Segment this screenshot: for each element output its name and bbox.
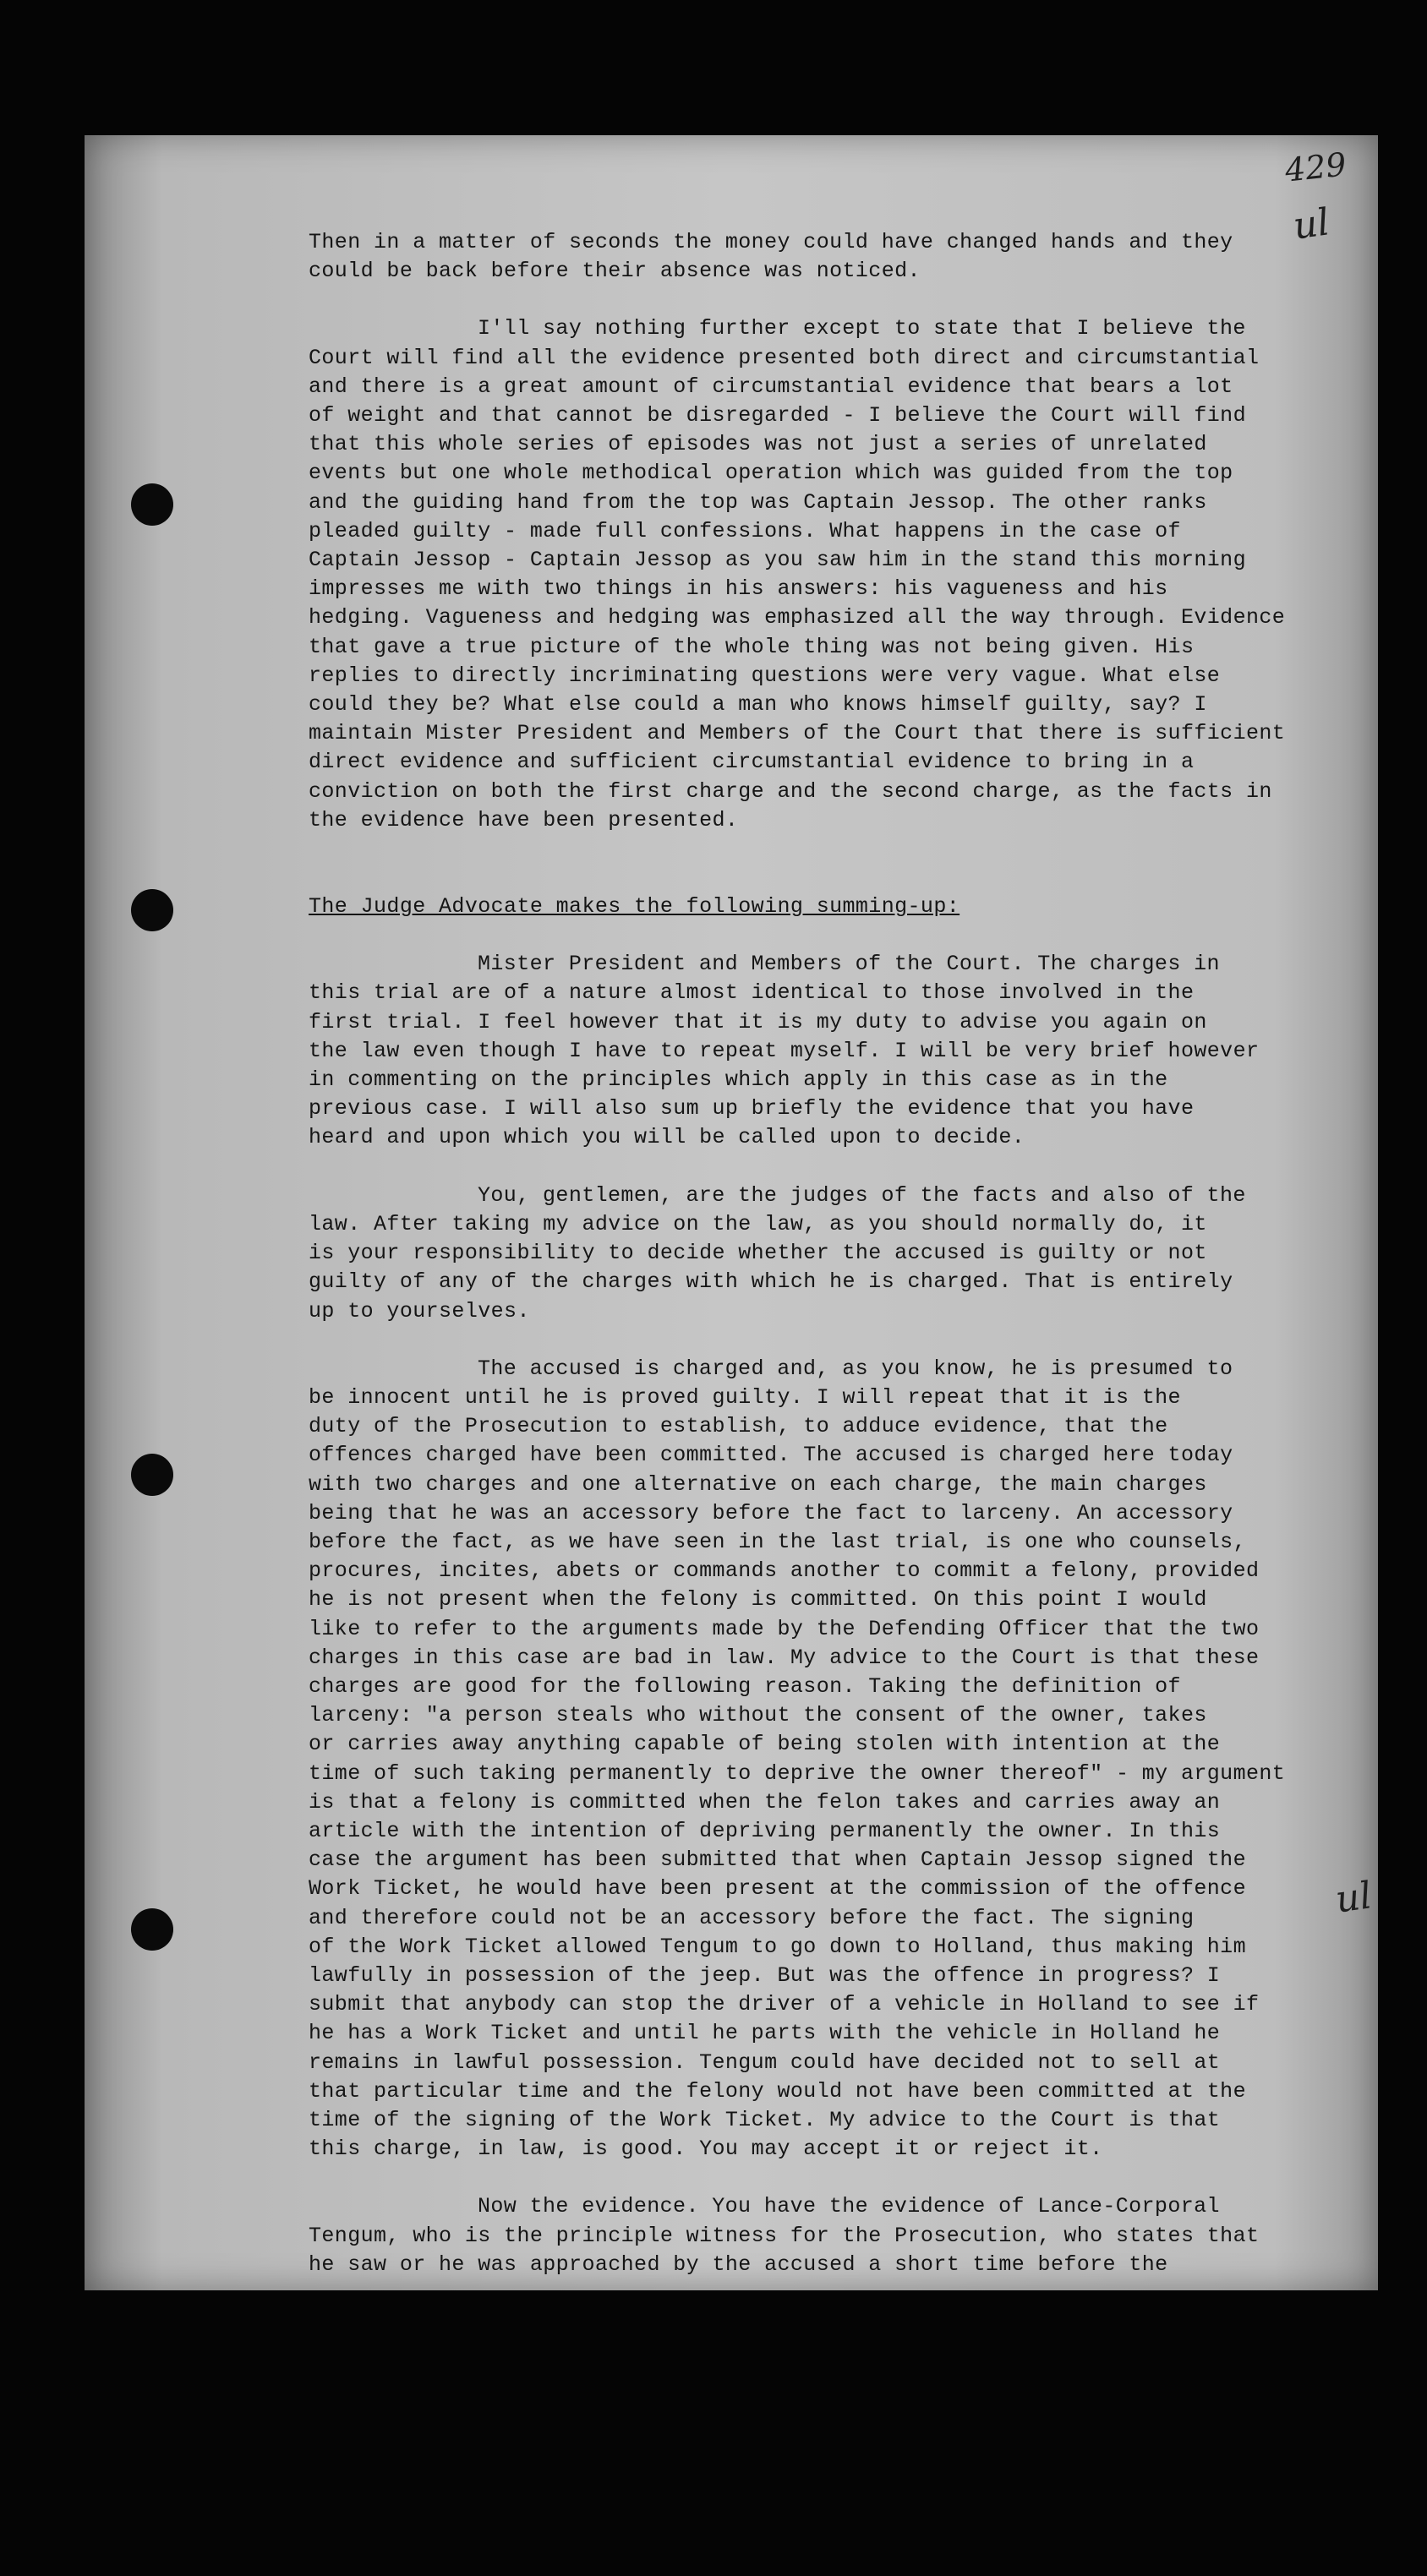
punch-hole <box>131 1908 173 1951</box>
margin-initials: ul <box>1332 1874 1375 1922</box>
typescript-body <box>309 228 1365 2279</box>
paragraph-accused-charged: The accused is charged and, as you know, he is presumed to be innocent until he is proved guilty. I will repeat that it is the duty of the Prosecution to establish, to adduce evidence, that the offences charged have been committed. The accused is charged here today with two charges and one alternative on each charge, the main charges being that he was an accessory before the fact to larceny. An accessory before the fact, as we have seen in the last trial, is one who counsels, procures, incites, abets or commands another to commit a felony, provided he is not present when the felony is committed. On this point I would like to refer to the arguments made by the Defending Officer that the two charges in this case are bad in law. My advice to the Court is that these charges are good for the following reason. Taking the definition of larceny: "a person steals who without the consent of the owner, takes or carries away anything capable of being stolen with intention at the time of such taking permanently to deprive the owner thereof" - my argument is that a felony is committed when the felon takes and carries away an article with the intention of depriving permanently the owner. In this case the argument has been submitted that when Captain Jessop signed the Work Ticket, he would have been present at the commission of the offence and therefore could not be an accessory before the fact. The signing of the Work Ticket allowed Tengum to go down to Holland, thus making him lawfully in possession of the jeep. But was the offence in progress? I submit that anybody can stop the driver of a vehicle in Holland to see if he has a Work Ticket and until he parts with the vehicle in Holland he remains in lawful possession. Tengum could have decided not to sell at that particular time and the felony would not have been committed at the time of the signing of the Work Ticket. My advice to the Court is that this charge, in law, is good. You may accept it or reject it. <box>309 1356 1286 2162</box>
handwritten-initials: ul <box>1290 200 1332 248</box>
folio-number: 429 <box>1282 145 1348 189</box>
punch-hole <box>131 889 173 931</box>
paragraph-opening: Then in a matter of seconds the money could have changed hands and they could be back before their absence was noticed. <box>309 230 1233 284</box>
paragraph-judges-of-facts: You, gentlemen, are the judges of the facts and also of the law. After taking my advice on the law, as you should normally do, it is your responsibility to decide whether the accused is guilty or not guilty of any of the charges with which he is charged. That is entirely up to yourselves. <box>309 1182 1246 1323</box>
paragraph-evidence: Now the evidence. You have the evidence of Lance-Corporal Tengum, who is the principle witness for the Prosecution, who states that he saw or he was approached by the accused a short time before the <box>309 2194 1260 2277</box>
paragraph-summing-intro: Mister President and Members of the Court. The charges in this trial are of a nature almost identical to those involved in the first trial. I feel however that it is my duty to advise you again on the law even though I have to repeat myself. I will be very brief however in commenting on the principles which apply in this case as in the previous case. I will also sum up briefly the evidence that you have heard and upon which you will be called upon to decide. <box>309 952 1260 1150</box>
punch-hole <box>131 1454 173 1496</box>
section-heading: The Judge Advocate makes the following summing-up: <box>309 894 960 920</box>
paragraph-prosecution-close: I'll say nothing further except to state that I believe the Court will find all the evidence presented both direct and circumstantial and there is a great amount of circumstantial evidence that bears a lot of weight and that cannot be disregarded - I believe the Court will find that this whole series of episodes was not just a series of unrelated events but one whole methodical operation which was guided from the top and the guiding hand from the top was Captain Jessop. The other ranks pleaded guilty - made full confessions. What happens in the case of Captain Jessop - Captain Jessop as you saw him in the stand this morning impresses me with two things in his answers: his vagueness and his hedging. Vagueness and hedging was emphasized all the way through. Evidence that gave a true picture of the whole thing was not being given. His replies to directly incriminating questions were very vague. What else could they be? What else could a man who knows himself guilty, say? I maintain Mister President and Members of the Court that there is sufficient direct evidence and sufficient circumstantial evidence to bring in a conviction on both the first charge and the second charge, as the facts in the evidence have been presented. <box>309 316 1286 832</box>
punch-hole <box>131 483 173 526</box>
